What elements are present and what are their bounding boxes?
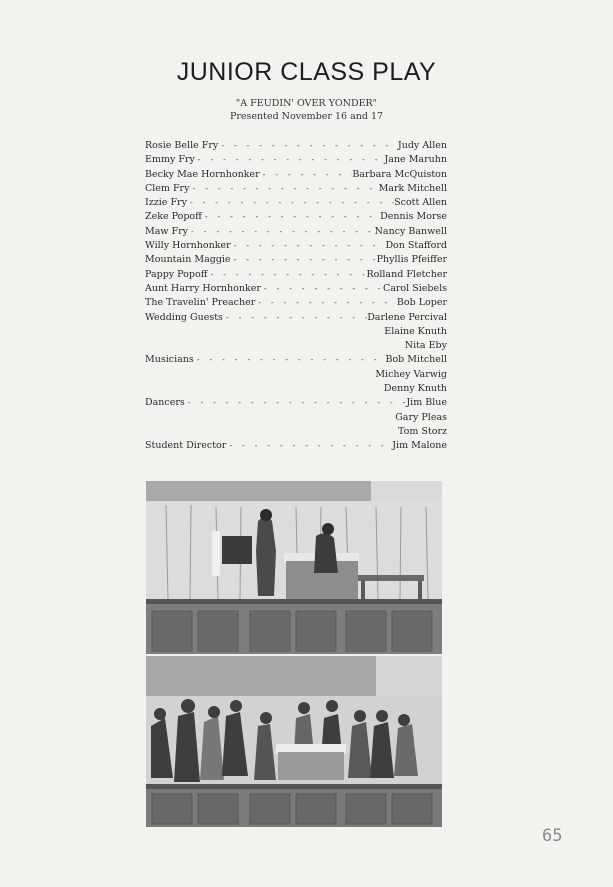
leader-dashes xyxy=(188,225,375,239)
cast-actor: Dennis Morse xyxy=(380,211,447,223)
cast-row xyxy=(145,439,447,453)
cast-row xyxy=(145,325,447,339)
cast-actor: Bob Mitchell xyxy=(385,354,447,366)
cast-row xyxy=(145,396,447,410)
play-name: "A FEUDIN' OVER YONDER" xyxy=(235,98,378,109)
cast-row xyxy=(145,153,447,167)
leader-dashes xyxy=(187,196,394,210)
page-title: JUNIOR CLASS PLAY xyxy=(176,58,437,86)
cast-actor: Nita Eby xyxy=(404,340,447,352)
cast-row xyxy=(145,311,447,325)
cast-role: Becky Mae Hornhonker xyxy=(145,168,260,180)
cast-role: Pappy Popoff xyxy=(145,268,208,280)
cast-row xyxy=(145,253,447,267)
cast-actor: Darlene Percival xyxy=(367,311,447,323)
cast-row xyxy=(145,368,447,382)
cast-role: Emmy Fry xyxy=(145,154,195,166)
cast-actor: Judy Allen xyxy=(397,140,447,151)
leader-dashes xyxy=(194,353,386,367)
cast-actor: Phyllis Pfeiffer xyxy=(376,254,447,266)
cast-role: Mountain Maggie xyxy=(145,254,231,266)
cast-row xyxy=(145,225,447,239)
cast-row xyxy=(145,196,447,210)
cast-actor: Mark Mitchell xyxy=(378,182,447,194)
leader-dashes xyxy=(223,311,367,325)
cast-role: The Travelin' Preacher xyxy=(145,297,256,309)
cast-actor: Don Stafford xyxy=(385,240,447,252)
cast-row xyxy=(145,168,447,182)
cast-row xyxy=(145,268,447,282)
cast-row xyxy=(145,182,447,196)
cast-role: Wedding Guests xyxy=(145,311,223,323)
cast-row xyxy=(145,411,447,425)
cast-actor: Jim Malone xyxy=(392,440,447,452)
leader-dashes xyxy=(255,296,397,310)
cast-actor: Gary Pleas xyxy=(395,411,447,423)
cast-role: Dancers xyxy=(145,397,185,409)
cast-role: Musicians xyxy=(145,354,194,366)
cast-role: Student Director xyxy=(145,440,227,452)
leader-dashes xyxy=(226,439,392,453)
cast-row xyxy=(145,425,447,439)
leader-dashes xyxy=(189,182,378,196)
cast-row xyxy=(145,339,447,353)
leader-dashes xyxy=(218,139,398,153)
cast-actor: Nancy Banwell xyxy=(374,225,447,237)
leader-dashes xyxy=(260,168,353,182)
cast-actor: Tom Storz xyxy=(398,425,447,437)
cast-role: Willy Hornhonker xyxy=(145,240,231,252)
cast-row xyxy=(145,296,447,310)
cast-actor: Denny Knuth xyxy=(383,383,447,395)
presentation-dates: Presented November 16 and 17 xyxy=(229,111,384,122)
leader-dashes xyxy=(195,153,385,167)
cast-actor: Jane Maruhn xyxy=(384,154,447,166)
cast-row xyxy=(145,282,447,296)
cast-row xyxy=(145,239,447,253)
stage-photo-bottom xyxy=(146,656,442,827)
cast-actor: Jim Blue xyxy=(406,397,447,409)
cast-role: Rosie Belle Fry xyxy=(145,140,219,151)
cast-role: Maw Fry xyxy=(145,225,189,237)
cast-actor: Carol Siebels xyxy=(382,282,447,294)
leader-dashes xyxy=(261,282,383,296)
cast-role: Aunt Harry Hornhonker xyxy=(145,282,261,294)
stage-photo-top xyxy=(146,481,442,654)
cast-actor: Barbara McQuiston xyxy=(352,168,447,180)
cast-row xyxy=(145,353,447,367)
leader-dashes xyxy=(231,239,386,253)
cast-role: Zeke Popoff xyxy=(145,211,202,223)
leader-dashes xyxy=(202,210,380,224)
cast-list xyxy=(145,139,447,454)
cast-actor: Bob Loper xyxy=(396,297,447,309)
cast-actor: Scott Allen xyxy=(394,197,447,209)
leader-dashes xyxy=(231,253,377,267)
cast-row xyxy=(145,210,447,224)
leader-dashes xyxy=(185,396,407,410)
cast-role: Clem Fry xyxy=(145,182,190,194)
cast-actor: Michey Varwig xyxy=(375,368,447,380)
cast-actor: Elaine Knuth xyxy=(384,325,447,337)
cast-role: Izzie Fry xyxy=(145,197,187,209)
cast-actor: Rolland Fletcher xyxy=(366,268,447,280)
leader-dashes xyxy=(207,268,366,282)
cast-row xyxy=(145,382,447,396)
page-number: 65 xyxy=(542,826,563,846)
cast-row xyxy=(145,139,447,153)
